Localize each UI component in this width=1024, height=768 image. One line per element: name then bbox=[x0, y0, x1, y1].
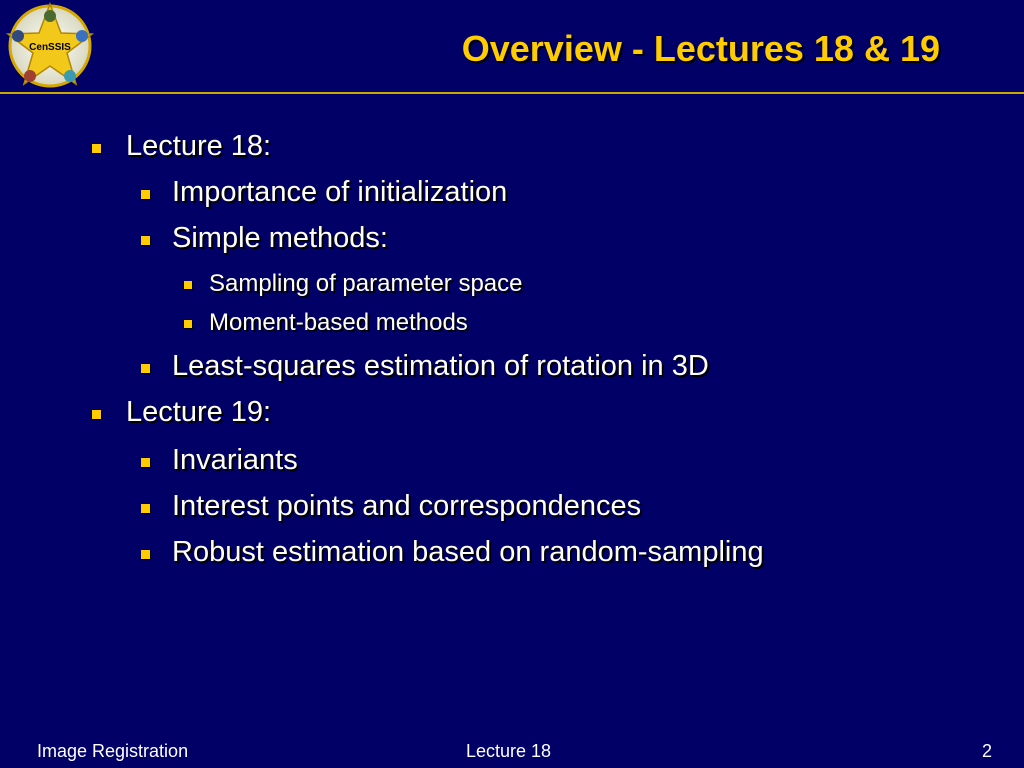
bullet-square-icon bbox=[141, 190, 150, 199]
bullet-invariants bbox=[172, 444, 298, 477]
bullet-text: Moment-based methods bbox=[209, 309, 468, 336]
bullet-text: Least-squares estimation of rotation in 3D bbox=[172, 350, 709, 382]
footer-center: Lecture 18 bbox=[466, 741, 552, 761]
bullet-lecture-18 bbox=[126, 130, 271, 163]
bullet-square-icon bbox=[141, 364, 150, 373]
bullet-lecture-19 bbox=[126, 396, 271, 429]
bullet-text: Lecture 18: bbox=[126, 130, 272, 162]
bullet-square-icon bbox=[141, 504, 150, 513]
bullet-square-icon bbox=[141, 458, 150, 467]
bullet-square-icon bbox=[184, 320, 192, 328]
bullet-square-icon bbox=[184, 281, 192, 289]
bullet-text: Robust estimation based on random-sampling bbox=[172, 536, 764, 568]
bullet-interest-points bbox=[172, 490, 641, 523]
bullet-sampling-parameter-space bbox=[209, 270, 523, 298]
bullet-text: Simple methods: bbox=[172, 222, 388, 254]
bullet-simple-methods bbox=[172, 222, 388, 255]
bullet-text: Sampling of parameter space bbox=[209, 270, 523, 297]
bullet-square-icon bbox=[92, 144, 101, 153]
bullet-text: Importance of initialization bbox=[172, 176, 508, 208]
slide-title: Overview - Lectures 18 & 19 bbox=[461, 28, 940, 69]
bullet-square-icon bbox=[92, 410, 101, 419]
bullet-square-icon bbox=[141, 550, 150, 559]
bullet-moment-based-methods bbox=[209, 309, 468, 337]
bullet-least-squares-rotation bbox=[172, 350, 709, 383]
bullet-importance-of-initialization bbox=[172, 176, 507, 209]
bullet-robust-estimation bbox=[172, 536, 764, 569]
bullet-square-icon bbox=[141, 236, 150, 245]
title-divider bbox=[0, 92, 1024, 94]
bullet-text: Invariants bbox=[172, 444, 298, 476]
page-number: 2 bbox=[982, 741, 993, 761]
bullet-text: Lecture 19: bbox=[126, 396, 272, 428]
logo-center-text: CenSSIS bbox=[29, 42, 71, 53]
footer-left: Image Registration bbox=[37, 741, 189, 761]
bullet-text: Interest points and correspondences bbox=[172, 490, 642, 522]
